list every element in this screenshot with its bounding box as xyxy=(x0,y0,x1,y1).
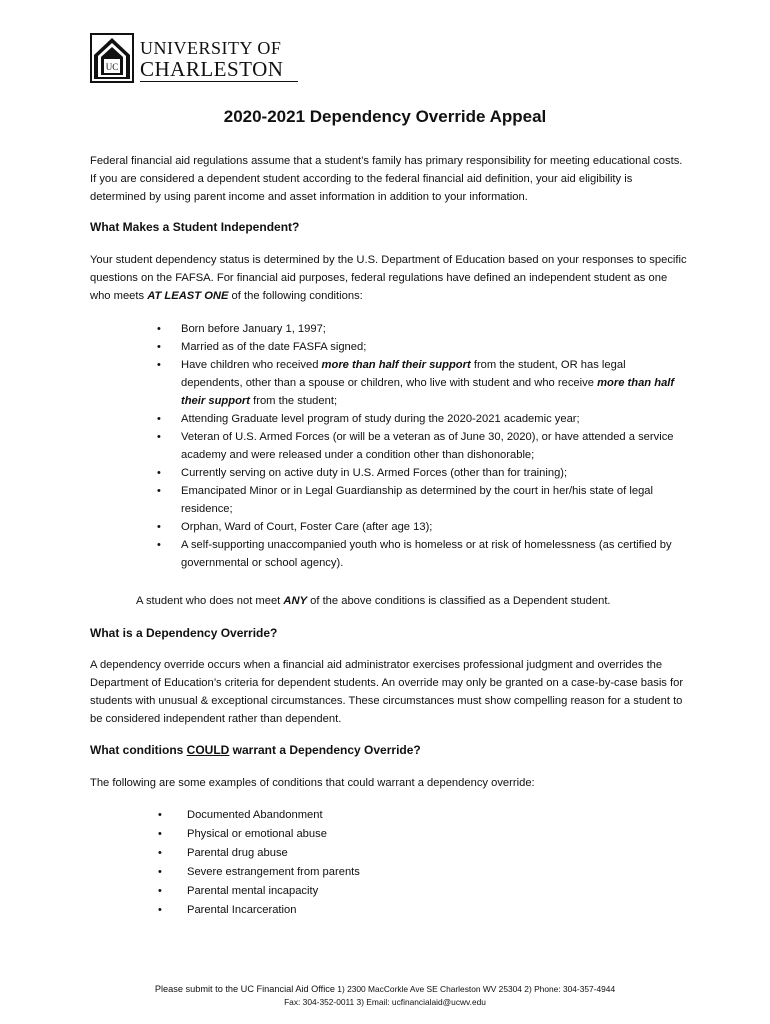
university-emblem-icon xyxy=(90,33,134,83)
university-logo xyxy=(90,33,302,87)
list-item-text: Parental drug abuse xyxy=(187,847,288,859)
conditions-intro: The following are some examples of conditions that could warrant a dependency override: xyxy=(90,777,535,789)
list-item xyxy=(158,844,587,863)
list-item-text: Documented Abandonment xyxy=(187,809,323,821)
university-name xyxy=(140,38,283,81)
section-heading-conditions xyxy=(90,741,690,759)
bullet-icon: • xyxy=(158,809,162,821)
list-item-text: Born before January 1, 1997; xyxy=(181,323,326,335)
dependent-summary xyxy=(136,592,696,610)
list-item xyxy=(157,464,681,482)
footer-line-1 xyxy=(0,983,770,996)
bullet-icon: • xyxy=(158,885,162,897)
logo-line-2: CHARLESTON xyxy=(140,57,284,81)
bullet-icon: • xyxy=(157,467,161,479)
list-item xyxy=(157,410,681,428)
list-item-emphasis: more than half their support xyxy=(181,377,675,407)
list-item xyxy=(158,863,587,882)
list-item-text: Attending Graduate level program of study during the 2020-2021 academic year; xyxy=(181,413,580,425)
list-item xyxy=(158,882,587,901)
summary-emphasis: ANY xyxy=(283,595,308,607)
list-item-text: Physical or emotional abuse xyxy=(187,828,327,840)
list-item xyxy=(158,825,587,844)
independent-paragraph xyxy=(90,251,690,305)
footer xyxy=(0,983,770,1009)
bullet-icon: • xyxy=(158,866,162,878)
bullet-icon: • xyxy=(157,431,161,443)
bullet-icon: • xyxy=(157,323,161,335)
list-item-text: Orphan, Ward of Court, Foster Care (after age 13); xyxy=(181,521,433,533)
list-item-text: Severe estrangement from parents xyxy=(187,866,360,878)
bullet-icon: • xyxy=(157,413,161,425)
list-item-text: Currently serving on active duty in U.S. Armed Forces (other than for training); xyxy=(181,467,568,479)
logo-divider xyxy=(140,81,298,82)
list-item-text: from the student; xyxy=(250,395,338,407)
override-conditions-list xyxy=(158,806,587,920)
footer-submit-text: Please submit to the UC Financial Aid Office xyxy=(154,984,335,994)
list-item-emphasis: more than half their support xyxy=(321,359,471,371)
independent-paragraph-text-end: of the following conditions: xyxy=(228,290,363,302)
summary-text-end: of the above conditions is classified as a Dependent student. xyxy=(307,595,611,607)
list-item-text: from the student, OR has legal dependents, other than a spouse or children, who live with student and who receive xyxy=(181,359,626,389)
independent-paragraph-emphasis: AT LEAST ONE xyxy=(147,290,229,302)
bullet-icon: • xyxy=(157,359,161,371)
bullet-icon: • xyxy=(157,539,161,551)
list-item xyxy=(158,901,587,920)
bullet-icon: • xyxy=(157,341,161,353)
footer-address: 1) 2300 MacCorkle Ave SE Charleston WV 25304 2) Phone: 304-357-4944 xyxy=(334,984,616,994)
conditions-heading-text: What conditions xyxy=(90,743,187,757)
bullet-icon: • xyxy=(158,847,162,859)
list-item xyxy=(157,338,681,356)
list-item xyxy=(157,428,681,464)
section-heading-independent: What Makes a Student Independent? xyxy=(90,220,300,234)
logo-line-1: UNIVERSITY OF xyxy=(140,38,282,58)
section-heading-override: What is a Dependency Override? xyxy=(90,626,278,640)
list-item-text: Emancipated Minor or in Legal Guardianship as determined by the court in her/his state of legal residence; xyxy=(181,485,654,515)
list-item xyxy=(157,356,681,410)
svg-text:UC: UC xyxy=(105,62,119,72)
conditions-heading-emphasis: COULD xyxy=(186,743,230,757)
independence-conditions-list xyxy=(157,320,681,572)
list-item-text: Have children who received xyxy=(181,359,322,371)
list-item-text: Veteran of U.S. Armed Forces (or will be a veteran as of June 30, 2020), or have attended a service academy and were released under a condition other than dishonorable; xyxy=(181,431,674,461)
list-item xyxy=(157,536,681,572)
list-item-text: Parental mental incapacity xyxy=(187,885,319,897)
bullet-icon: • xyxy=(157,521,161,533)
intro-paragraph: Federal financial aid regulations assume that a student’s family has primary responsibility for meeting educational costs. If you are considered a dependent student according to the federal financial aid definition, your aid eligibility is determined by using parent income and asset information in addition to your information. xyxy=(90,155,683,203)
bullet-icon: • xyxy=(158,828,162,840)
page-title: 2020-2021 Dependency Override Appeal xyxy=(223,107,547,126)
list-item xyxy=(158,806,587,825)
conditions-heading-text-end: warrant a Dependency Override? xyxy=(229,743,421,757)
list-item-text: A self-supporting unaccompanied youth who is homeless or at risk of homelessness (as certified by governmental or school agency). xyxy=(181,539,672,569)
bullet-icon: • xyxy=(157,485,161,497)
independent-paragraph-text: Your student dependency status is determined by the U.S. Department of Education based on your responses to specific questions on the FAFSA. For financial aid purposes, federal regulations have defined an independent student as one who meets xyxy=(90,254,687,302)
bullet-icon: • xyxy=(158,904,162,916)
footer-line-2: Fax: 304-352-0011 3) Email: ucfinancialaid@ucwv.edu xyxy=(284,997,486,1007)
list-item xyxy=(157,320,681,338)
list-item xyxy=(157,518,681,536)
list-item xyxy=(157,482,681,518)
list-item-text: Parental Incarceration xyxy=(187,904,297,916)
override-paragraph: A dependency override occurs when a financial aid administrator exercises professional judgment and overrides the Department of Education’s criteria for dependent students. An override may only be granted on a case-by-case basis for students with unusual & exceptional circumstances. These circumstances must show compelling reason for a student to be considered independent rather than dependent. xyxy=(90,659,684,725)
list-item-text: Married as of the date FASFA signed; xyxy=(181,341,367,353)
summary-text: A student who does not meet xyxy=(136,595,284,607)
